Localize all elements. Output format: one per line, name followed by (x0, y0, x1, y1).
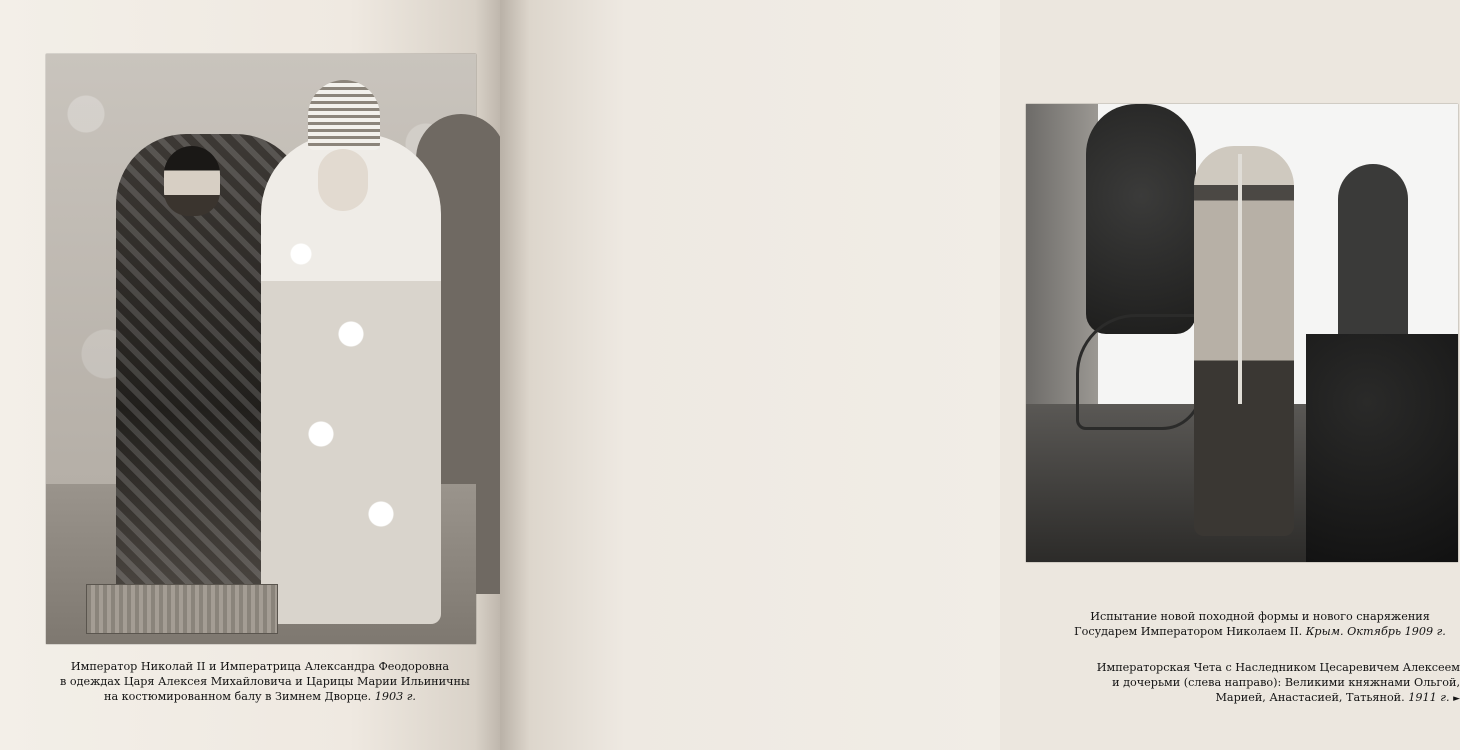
caption-text: Великими княжнами Ольгой, (1284, 676, 1460, 689)
photo-emperor-field-uniform (1026, 104, 1458, 562)
caption-text: на костюмированном балу в Зимнем Дворце. (104, 690, 372, 703)
rifle-with-bayonet (1238, 154, 1242, 404)
left-page (0, 0, 500, 750)
caption-line: Император Николай II и Императрица Александра Феодоровна (70, 660, 450, 673)
caption-line (1060, 690, 1460, 707)
caption-line: в одеждах Царя Алексея Михайловича и Царицы Марии Ильиничны (60, 675, 470, 688)
bushes (1306, 334, 1458, 562)
caption-line (1060, 675, 1460, 690)
photo-imperial-couple-costume-ball (46, 54, 476, 644)
caption-text: и дочерьми (1112, 676, 1181, 689)
rocking-chair (1076, 314, 1202, 430)
emperor-head (164, 146, 220, 216)
caption-text-light: (слева направо): (1183, 676, 1282, 689)
caption-line (60, 689, 460, 704)
caption-line: Императорская Чета с Наследником Цесаревичем Алексеем (1096, 661, 1460, 674)
poplar-tree (1338, 164, 1408, 354)
continue-arrow-icon: ► (1453, 694, 1460, 704)
empress-face (318, 149, 368, 211)
emperor-in-uniform (1194, 146, 1294, 536)
right-page (500, 0, 1460, 750)
left-photo-caption (60, 659, 470, 704)
next-page-caption (1060, 660, 1460, 707)
caption-date: 1911 г. (1408, 691, 1450, 704)
caption-line (1060, 624, 1460, 639)
caption-text: Государем Императором Николаем II. (1074, 625, 1303, 638)
tree-canopy (1086, 104, 1196, 334)
caption-date: 1903 г. (374, 690, 416, 703)
caption-line: Испытание новой походной формы и нового снаряжения (1090, 610, 1430, 623)
caption-place-date: Крым. Октябрь 1909 г. (1305, 625, 1446, 638)
throne-dais (86, 584, 278, 634)
caption-text: Марией, Анастасией, Татьяной. (1215, 691, 1405, 704)
right-photo-caption (1060, 609, 1460, 639)
empress-crown (308, 80, 380, 150)
